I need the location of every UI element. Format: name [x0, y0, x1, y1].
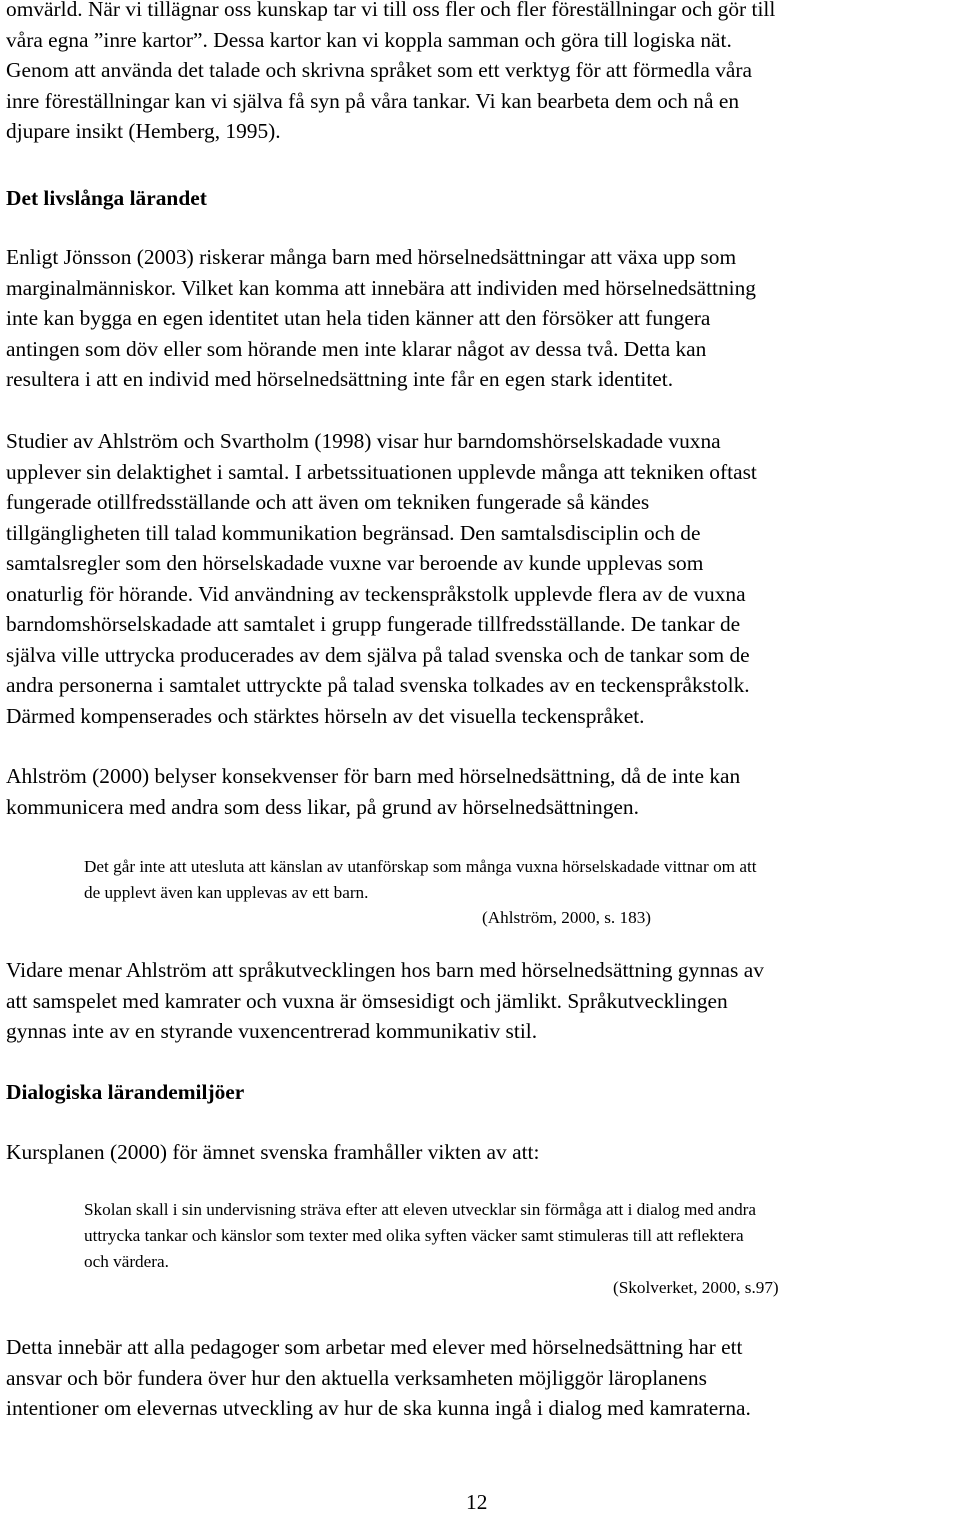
section-heading-livslanga: Det livslånga lärandet	[6, 186, 207, 210]
quote-citation-skolverket: (Skolverket, 2000, s.97)	[613, 1278, 779, 1297]
quote-line: uttrycka tankar och känslor som texter med olika syften väcker samt stimuleras till att reflektera	[84, 1226, 744, 1245]
text-line: Därmed kompenserades och stärktes hörseln av det visuella teckenspråket.	[6, 703, 645, 728]
paragraph-jonsson	[6, 242, 956, 395]
text-line: Enligt Jönsson (2003) riskerar många barn med hörselnedsättningar att växa upp som	[6, 245, 737, 269]
quote-citation-ahlstrom: (Ahlström, 2000, s. 183)	[482, 908, 652, 927]
text-line: Studier av Ahlström och Svartholm (1998) visar hur barndomshörselskadade vuxna	[6, 429, 721, 453]
text-line: Kursplanen (2000) för ämnet svenska framhåller vikten av att:	[6, 1140, 540, 1164]
text-line: samtalsregler som den hörselskadade vuxne var beroende av kunde upplevas som	[6, 551, 704, 575]
text-line: själva ville uttrycka producerades av dem själva på talad svenska och de tankar som de	[6, 642, 750, 667]
text-line: våra egna ”inre kartor”. Dessa kartor kan vi koppla samman och göra till logiska nät.	[6, 27, 732, 52]
paragraph-studier	[6, 426, 956, 731]
block-quote-ahlstrom	[84, 854, 954, 906]
text-line: fungerade otillfredsställande och att även om tekniken fungerade så kändes	[6, 490, 650, 514]
text-line: andra personerna i samtalet uttryckte på talad svenska tolkades av en teckenspråkstolk.	[6, 673, 750, 697]
text-line: gynnas inte av en styrande vuxencentrerad kommunikativ stil.	[6, 1019, 538, 1043]
text-line: tillgängligheten till talad kommunikation begränsad. Den samtalsdisciplin och de	[6, 520, 701, 545]
text-line: Genom att använda det talade och skrivna språket som ett verktyg för att förmedla våra	[6, 58, 753, 82]
text-line: barndomshörselskadade att samtalet i grupp fungerade tillfredsställande. De tankar de	[6, 612, 741, 636]
text-line: Detta innebär att alla pedagoger som arbetar med elever med hörselnedsättning har ett	[6, 1335, 743, 1359]
page-number: 12	[466, 1490, 488, 1514]
text-line: inte kan bygga en egen identitet utan hela tiden känner att den försöker att fungera	[6, 306, 711, 330]
section-heading-dialogiska: Dialogiska lärandemiljöer	[6, 1080, 245, 1104]
text-line: ansvar och bör fundera över hur den aktuella verksamheten möjliggör läroplanens	[6, 1365, 707, 1390]
text-line: upplever sin delaktighet i samtal. I arbetssituationen upplevde många att tekniken oftast	[6, 459, 757, 484]
block-quote-skolverket	[84, 1197, 954, 1275]
quote-line: Skolan skall i sin undervisning sträva efter att eleven utvecklar sin förmåga att i dialog med andra	[84, 1200, 757, 1219]
paragraph-vidare	[6, 955, 956, 1047]
quote-line: Det går inte att utesluta att känslan av utanförskap som många vuxna hörselskadade vittnar om att	[84, 857, 757, 876]
text-line: omvärld. När vi tillägnar oss kunskap tar vi till oss fler och fler föreställningar och gör till	[6, 0, 776, 21]
paragraph-detta	[6, 1332, 956, 1424]
text-line: Ahlström (2000) belyser konsekvenser för barn med hörselnedsättning, då de inte kan	[6, 764, 741, 788]
text-line: resultera i att en individ med hörselnedsättning inte får en egen stark identitet.	[6, 367, 674, 391]
text-line: inre föreställningar kan vi själva få syn på våra tankar. Vi kan bearbeta dem och nå en	[6, 88, 740, 113]
paragraph-kursplanen	[6, 1137, 956, 1168]
text-line: onaturlig för hörande. Vid användning av teckenspråkstolk upplevde flera av de vuxna	[6, 581, 746, 606]
paragraph-ahlstrom	[6, 761, 956, 822]
text-line: intentioner om elevernas utveckling av hur de ska kunna ingå i dialog med kamraterna.	[6, 1396, 751, 1420]
text-line: kommunicera med andra som dess likar, på grund av hörselnedsättningen.	[6, 794, 639, 819]
text-line: antingen som döv eller som hörande men inte klarar något av dessa två. Detta kan	[6, 336, 707, 361]
quote-line: och värdera.	[84, 1252, 169, 1271]
text-line: att samspelet med kamrater och vuxna är ömsesidigt och jämlikt. Språkutvecklingen	[6, 988, 728, 1013]
text-line: djupare insikt (Hemberg, 1995).	[6, 119, 281, 143]
intro-paragraph	[6, 0, 956, 147]
quote-line: de upplevt även kan upplevas av ett barn.	[84, 883, 369, 902]
text-line: Vidare menar Ahlström att språkutvecklingen hos barn med hörselnedsättning gynnas av	[6, 958, 764, 982]
text-line: marginalmänniskor. Vilket kan komma att innebära att individen med hörselnedsättning	[6, 275, 756, 300]
